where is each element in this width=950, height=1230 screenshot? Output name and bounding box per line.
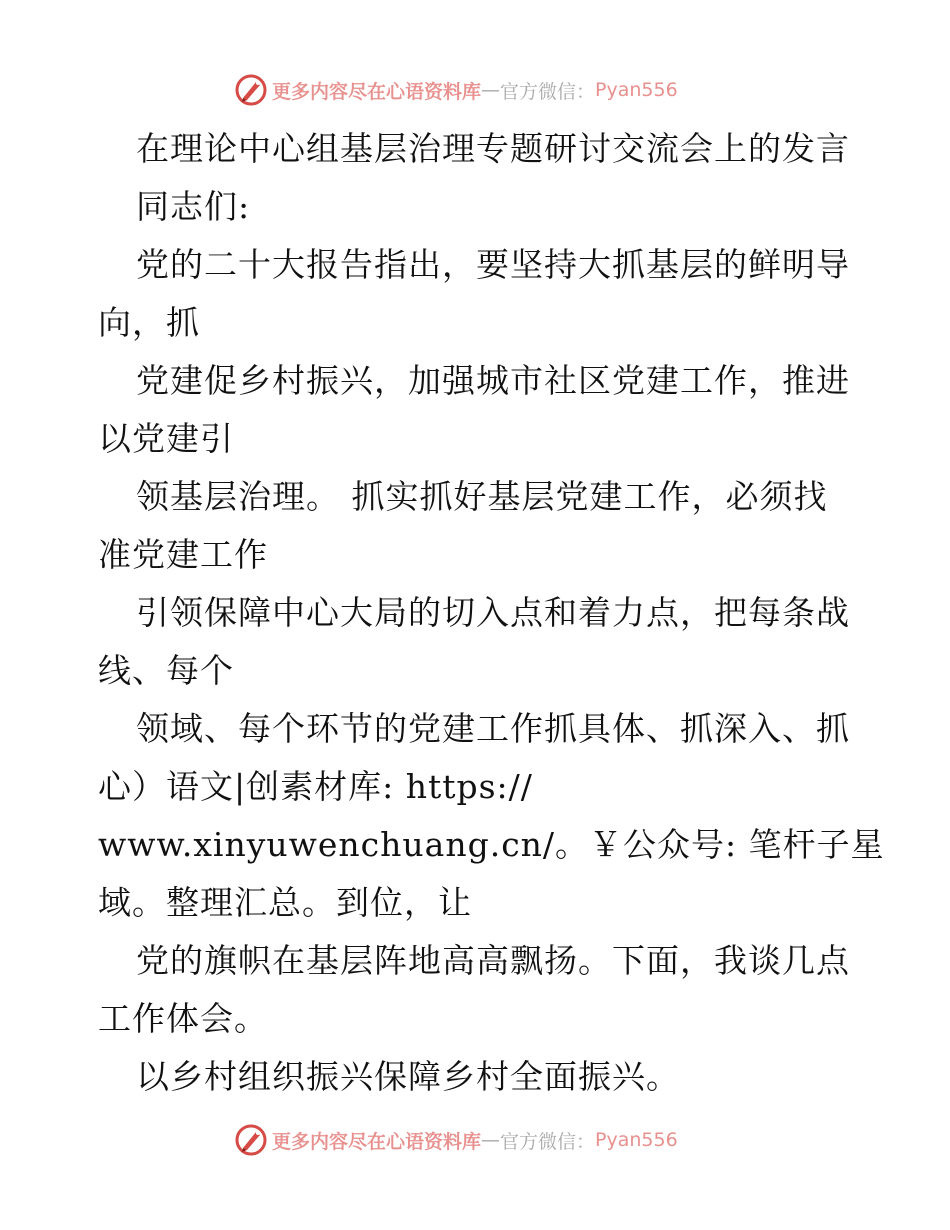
- body-line: 准党建工作: [98, 535, 268, 574]
- watermark-wechat-label: 官方微信：: [500, 1130, 596, 1153]
- document-title: 在理论中心组基层治理专题研讨交流会上的发言: [136, 129, 850, 168]
- body-line: 域。整理汇总。到位，让: [98, 883, 472, 922]
- header-watermark: [234, 70, 678, 110]
- watermark-text: 更多内容尽在心语资料库: [272, 1130, 482, 1153]
- body-line: 工作体会。: [98, 999, 268, 1038]
- footer-watermark: [234, 1120, 678, 1160]
- watermark-wechat-id: Pyan556: [595, 1129, 678, 1151]
- body-line: 线、每个: [98, 651, 234, 690]
- watermark-dash: —: [481, 1129, 501, 1151]
- section-heading: 以乡村组织振兴保障乡村全面振兴。: [136, 1057, 680, 1096]
- body-line: 领域、每个环节的党建工作抓具体、抓深入、抓: [136, 709, 850, 748]
- body-line: 以党建引: [98, 419, 234, 458]
- body-line: 引领保障中心大局的切入点和着力点，把每条战: [136, 593, 850, 632]
- body-line: 党的二十大报告指出，要坚持大抓基层的鲜明导: [136, 245, 850, 284]
- watermark-text: 更多内容尽在心语资料库: [272, 80, 482, 103]
- body-line: 党建促乡村振兴，加强城市社区党建工作，推进: [136, 361, 850, 400]
- body-line: 领基层治理。 抓实抓好基层党建工作，必须找: [136, 477, 828, 516]
- red-pen-circle-logo-icon: [234, 73, 268, 107]
- body-line: www.xinyuwenchuang.cn/。￥公众号: 笔杆子星: [98, 825, 885, 864]
- body-line: 党的旗帜在基层阵地高高飘扬。下面，我谈几点: [136, 941, 850, 980]
- watermark-dash: —: [481, 79, 501, 101]
- watermark-wechat-id: Pyan556: [595, 79, 678, 101]
- document-body: [98, 120, 885, 1106]
- body-line: 向，抓: [98, 303, 200, 342]
- watermark-wechat-label: 官方微信：: [500, 80, 596, 103]
- body-line: 心）语文|创素材库: https://: [98, 767, 533, 806]
- salutation: 同志们:: [136, 187, 251, 226]
- red-pen-circle-logo-icon: [234, 1123, 268, 1157]
